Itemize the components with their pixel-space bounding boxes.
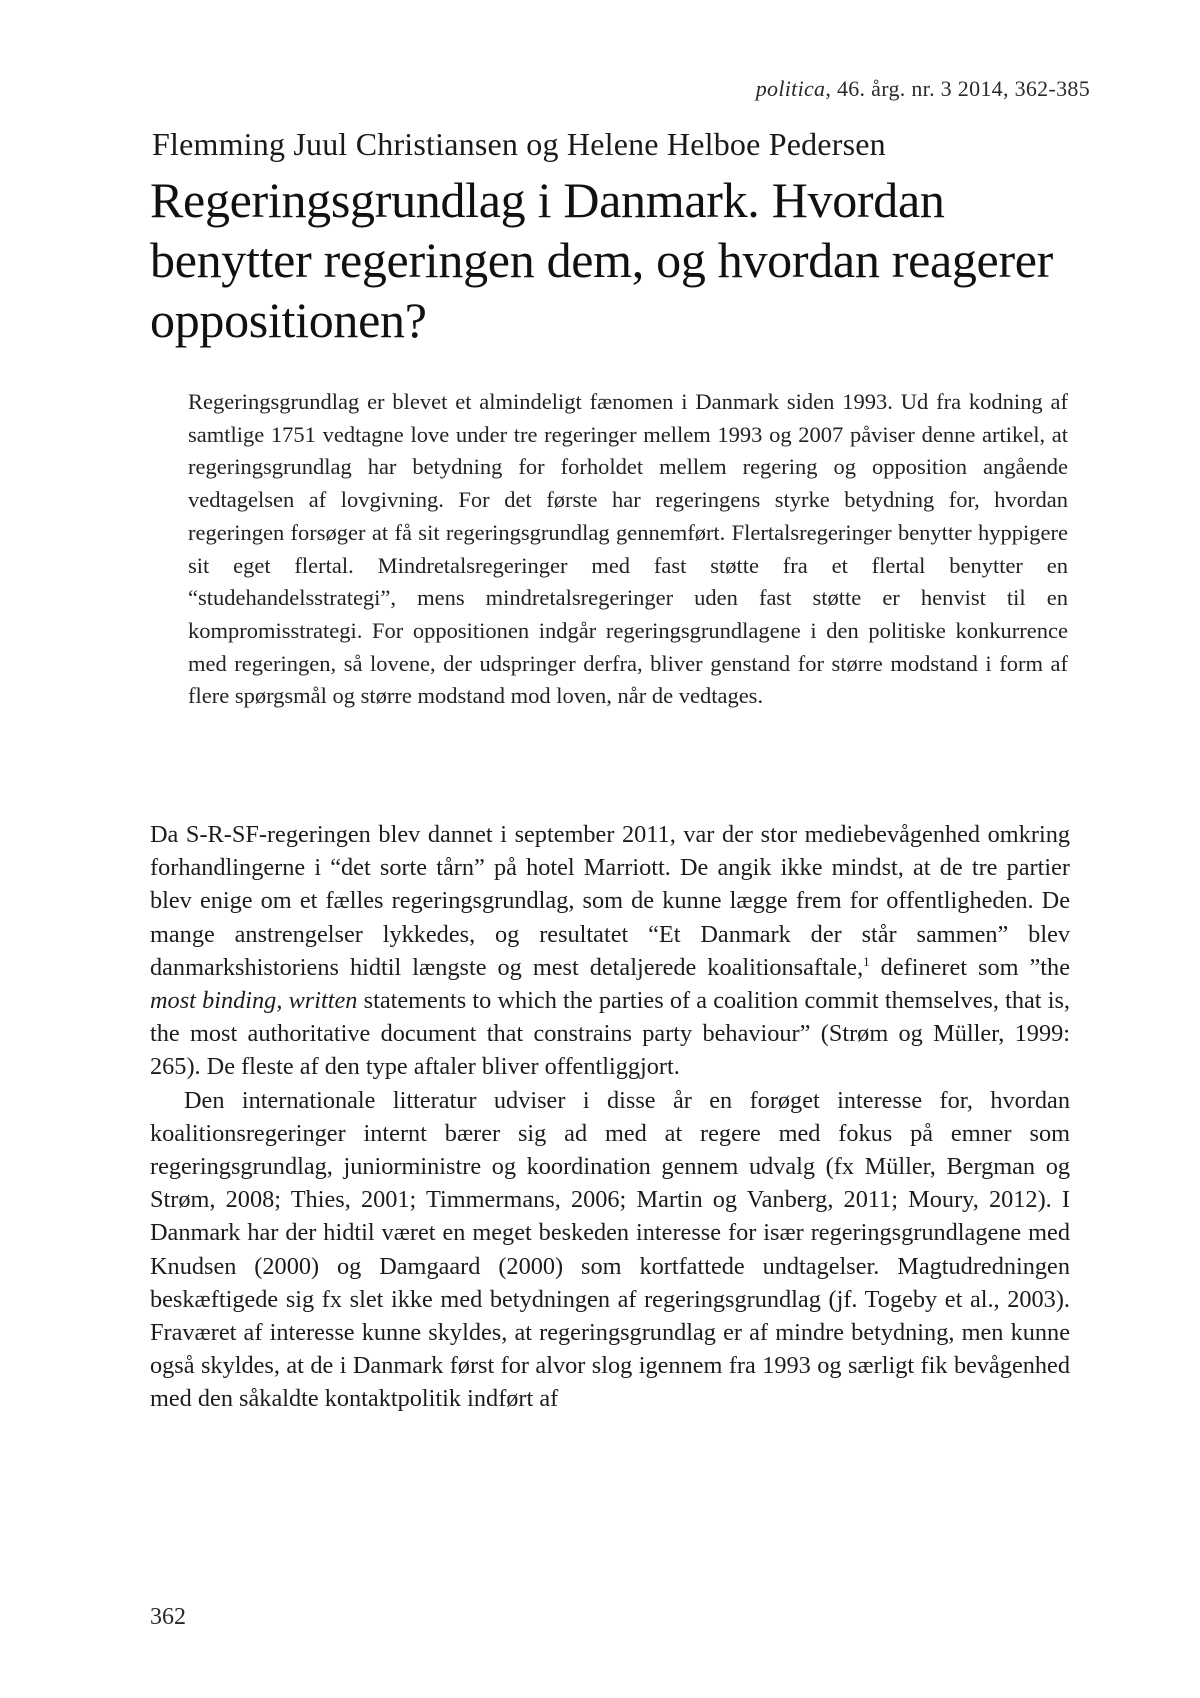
article-authors: Flemming Juul Christiansen og Helene Helboe Pedersen	[152, 126, 886, 162]
paragraph-1-text-a: Da S-R-SF-regeringen blev dannet i september 2011, var der stor mediebevågenhed omkring forhandlingerne i “det sorte tårn” på hotel Marriott. De angik ikke mindst, at de tre partier blev enige om et fælles regeringsgrundlag, som de kunne lægge frem for offentligheden. De mange anstrengelser lykkedes, og resultatet “Et Danmark der står sammen” blev danmarkshistoriens hidtil længste og mest detaljerede koalitionsaftale,	[150, 821, 1070, 981]
paragraph-1-text-b: defineret som ”the	[869, 953, 1070, 981]
paragraph-1-text-c: statements to which the parties of a coalition commit themselves, that is, the most authoritative document that constrains party behaviour” (Strøm og Müller, 1999: 265). De fleste af den type aftaler bliver offentliggjort.	[150, 987, 1070, 1081]
body-paragraph-2: Den internationale litteratur udviser i disse år en forøget interesse for, hvordan koalitionsregeringer internt bærer sig ad med at regere med fokus på emner som regeringsgrundlag, juniorministre og koordination gennem udvalg (fx Müller, Bergman og Strøm, 2008; Thies, 2001; Timmermans, 2006; Martin og Vanberg, 2011; Moury, 2012). I Danmark har der hidtil været en meget beskeden interesse for især regeringsgrundlagene med Knudsen (2000) og Damgaard (2000) som kortfattede undtagelser. Magtudredningen beskæftigede sig fx slet ikke med betydningen af regeringsgrundlag (jf. Togeby et al., 2003). Fraværet af interesse kunne skyldes, at regeringsgrundlag er af mindre betydning, men kunne også skyldes, at de i Danmark først for alvor slog igennem fra 1993 og særligt fik bevågenhed med den såkaldte kontaktpolitik indført af	[150, 1086, 1070, 1413]
article-title: Regeringsgrundlag i Danmark. Hvordan benytter regeringen dem, og hvordan reagerer oppositionen?	[150, 172, 1054, 348]
running-head	[756, 76, 1090, 102]
page-number: 362	[150, 1604, 186, 1630]
footnote-marker: 1	[863, 953, 870, 969]
article-body	[150, 818, 1070, 1416]
journal-name: politica	[755, 76, 826, 101]
body-paragraph-1	[150, 818, 1070, 1084]
emphasis-text: most binding, written	[150, 987, 358, 1015]
issue-info: , 46. årg. nr. 3 2014, 362-385	[825, 76, 1090, 101]
article-abstract: Regeringsgrundlag er blevet et almindeligt fænomen i Danmark siden 1993. Ud fra kodning af samtlige 1751 vedtagne love under tre regeringer mellem 1993 og 2007 påviser denne artikel, at regeringsgrundlag har betydning for forholdet mellem regering og opposition angående vedtagelsen af lovgivning. For det første har regeringens styrke betydning for, hvordan regeringen forsøger at få sit regeringsgrundlag gennemført. Flertalsregeringer benytter hyppigere sit eget flertal. Mindretalsregeringer med fast støtte fra et flertal benytter en “studehandelsstrategi”, mens mindretalsregeringer uden fast støtte er henvist til en kompromisstrategi. For oppositionen indgår regeringsgrundlagene i den politiske konkurrence med regeringen, så lovene, der udspringer derfra, bliver genstand for større modstand i form af flere spørgsmål og større modstand mod loven, når de vedtages.	[188, 389, 1068, 709]
